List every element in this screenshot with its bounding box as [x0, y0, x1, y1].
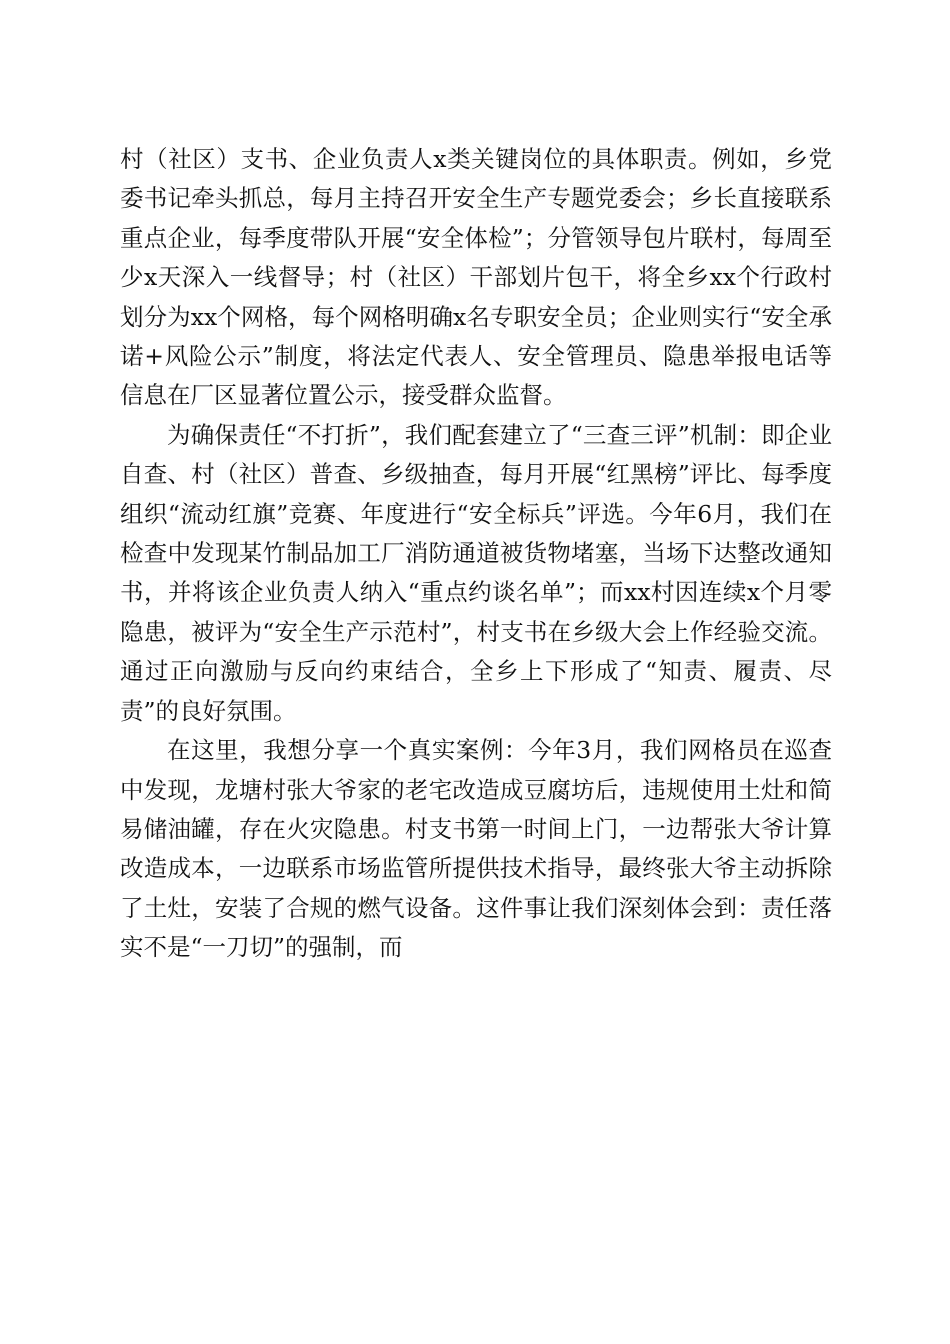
- paragraph-continued: 村（社区）支书、企业负责人x类关键岗位的具体职责。例如，乡党委书记牵头抓总，每月主持召开安全生产专题党委会；乡长直接联系重点企业，每季度带队开展“安全体检”；分管领导包片联村，每周至少x天深入一线督导；村（社区）干部划片包干，将全乡xx个行政村划分为xx个网格，每个网格明确x名专职安全员；企业则实行“安全承诺+风险公示”制度，将法定代表人、安全管理员、隐患举报电话等信息在厂区显著位置公示，接受群众监督。: [120, 145, 832, 410]
- paragraph-case-study: 在这里，我想分享一个真实案例：今年3月，我们网格员在巡查中发现，龙塘村张大爷家的老宅改造成豆腐坊后，违规使用土灶和简易储油罐，存在火灾隐患。村支书第一时间上门，一边帮张大爷计算改造成本，一边联系市场监管所提供技术指导，最终张大爷主动拆除了土灶，安装了合规的燃气设备。这件事让我们深刻体会到：责任落实不是“一刀切”的强制，而: [120, 736, 832, 962]
- paragraph-accountability-mechanism: 为确保责任“不打折”，我们配套建立了“三查三评”机制：即企业自查、村（社区）普查、乡级抽查，每月开展“红黑榜”评比、每季度组织“流动红旗”竞赛、年度进行“安全标兵”评选。今年6月，我们在检查中发现某竹制品加工厂消防通道被货物堵塞，当场下达整改通知书，并将该企业负责人纳入“重点约谈名单”；而xx村因连续x个月零隐患，被评为“安全生产示范村”，村支书在乡级大会上作经验交流。通过正向激励与反向约束结合，全乡上下形成了“知责、履责、尽责”的良好氛围。: [120, 420, 832, 725]
- body-text: [120, 140, 832, 968]
